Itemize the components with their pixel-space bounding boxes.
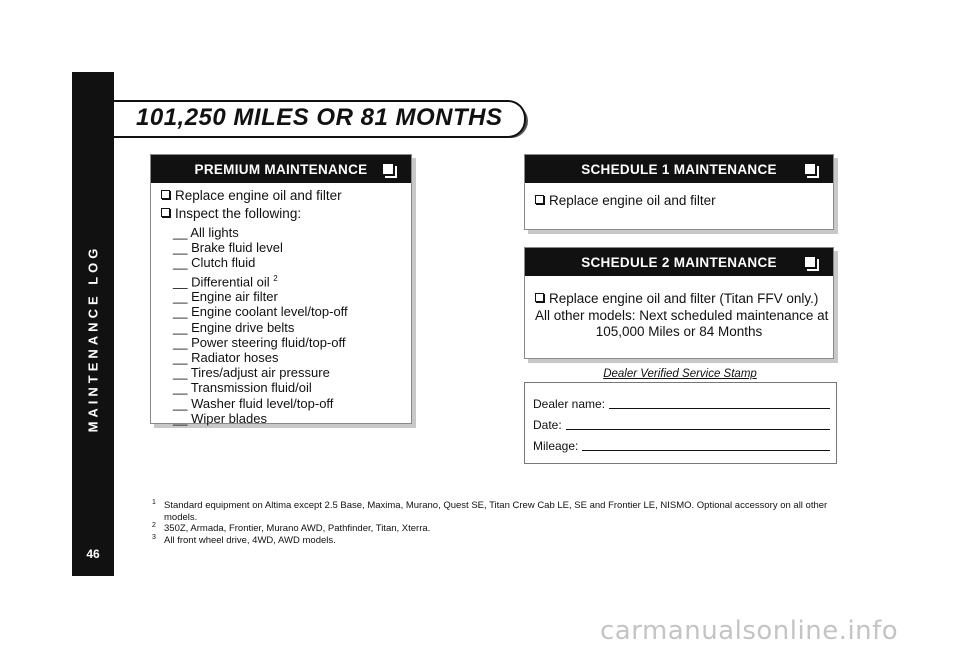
sidebar-title-text: MAINTENANCE LOG (85, 244, 101, 432)
checkbox-icon[interactable] (535, 195, 544, 204)
premium-sub-item: __ Engine drive belts (173, 319, 295, 335)
premium-sub-item: __ Tires/adjust air pressure (173, 365, 330, 381)
checkbox-icon[interactable] (161, 208, 170, 217)
date-label: Date: (533, 418, 562, 432)
premium-sub-item: __ Clutch fluid (173, 255, 256, 271)
header-check-icon (805, 164, 815, 174)
premium-header (151, 155, 411, 183)
premium-sub-item: __ Brake fluid level (173, 240, 283, 256)
stamp-title: Dealer Verified Service Stamp (603, 368, 757, 380)
footnote: 1 Standard equipment on Altima except 2.5 Base, Maxima, Murano, Quest SE, Titan Crew Cab LE, SE and Frontier LE, NISMO. Optional accessory on all other models. (152, 499, 828, 523)
dealer-name-field[interactable] (533, 397, 830, 411)
premium-sub-item: __ Engine coolant level/top-off (173, 304, 348, 320)
schedule1-header (525, 155, 833, 183)
schedule1-maintenance-box (524, 154, 834, 230)
premium-sub-item: __ Engine air filter (173, 289, 278, 305)
schedule2-note-line2: 105,000 Miles or 84 Months (595, 324, 763, 339)
page-title: 101,250 MILES OR 81 MONTHS (136, 104, 503, 131)
schedule2-note-line1: All other models: Next scheduled maintenance at (535, 308, 829, 323)
mileage-rule[interactable] (582, 439, 830, 451)
checkbox-icon[interactable] (161, 190, 170, 199)
footnotes (152, 500, 832, 546)
premium-sub-item: __ Power steering fluid/top-off (173, 334, 346, 350)
watermark: carmanualsonline.info (600, 616, 899, 646)
premium-sub-item: __ All lights (173, 225, 239, 240)
schedule2-header-label: SCHEDULE 2 MAINTENANCE (581, 254, 777, 270)
header-check-icon (805, 257, 815, 267)
premium-sub-item: __ Differential oil $^2$ (173, 273, 278, 289)
footnote: 2 350Z, Armada, Frontier, Murano AWD, Pathfinder, Titan, Xterra. (152, 522, 431, 534)
schedule1-header-label: SCHEDULE 1 MAINTENANCE (581, 161, 777, 177)
schedule1-item[interactable]: Replace engine oil and filter (535, 192, 716, 210)
premium-main-item[interactable]: Inspect the following: (161, 205, 342, 223)
premium-sub-item: __ Radiator hoses (173, 349, 279, 365)
dealer-name-rule[interactable] (609, 397, 830, 409)
premium-sub-item: __ Washer fluid level/top-off (173, 395, 334, 411)
premium-sub-item: __ Transmission fluid/oil (173, 380, 312, 396)
premium-main-item[interactable]: Replace engine oil and filter (161, 187, 342, 205)
page-number: 46 (86, 547, 100, 561)
footnote: 3 All front wheel drive, 4WD, AWD models. (152, 533, 336, 546)
dealer-name-label: Dealer name: (533, 397, 606, 411)
premium-header-label: PREMIUM MAINTENANCE (194, 161, 368, 177)
mileage-field[interactable] (533, 439, 830, 453)
header-check-icon (383, 164, 393, 174)
dealer-stamp-box (524, 382, 837, 464)
schedule2-maintenance-box (524, 247, 834, 359)
sidebar-title (73, 244, 113, 432)
date-rule[interactable] (566, 418, 830, 430)
checkbox-icon[interactable] (535, 293, 544, 302)
premium-sub-item: __ Wiper blades (173, 410, 267, 426)
schedule2-header (525, 248, 833, 276)
schedule2-item[interactable]: Replace engine oil and filter (Titan FFV only.) (535, 290, 818, 308)
mileage-label: Mileage: (533, 439, 579, 453)
footnote-mark: 2 (273, 273, 278, 283)
date-field[interactable] (533, 418, 830, 432)
premium-maintenance-box (150, 154, 412, 424)
